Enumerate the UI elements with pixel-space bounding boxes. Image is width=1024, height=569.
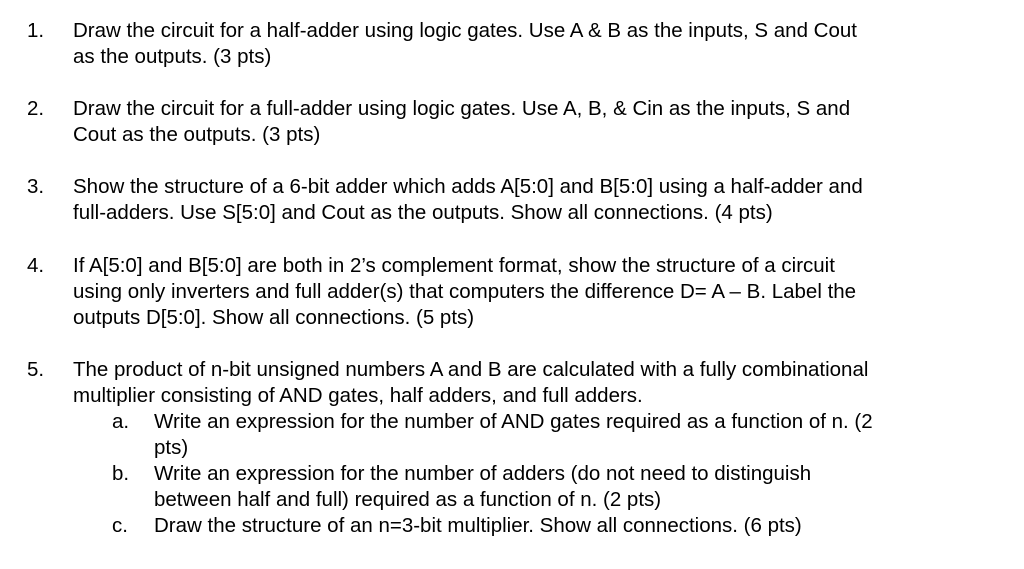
question-number: 4. [27,254,45,277]
question-text-line: multiplier consisting of AND gates, half adders, and full adders. [73,384,643,407]
subitem-text-line: pts) [154,436,189,459]
subitem-letter-b: b. [112,462,130,485]
question-text-line: full-adders. Use S[5:0] and Cout as the outputs. Show all connections. (4 pts) [73,201,773,224]
subitem-text-line: Write an expression for the number of adders (do not need to distinguish [154,462,812,485]
subitem-text-line: Write an expression for the number of AND gates required as a function of n. (2 [154,410,873,433]
question-text-line: Draw the circuit for a full-adder using logic gates. Use A, B, & Cin as the inputs, S and [73,97,851,120]
subitem-letter-c: c. [112,514,128,537]
question-text-line: as the outputs. (3 pts) [73,45,272,68]
question-text-line: Draw the circuit for a half-adder using logic gates. Use A & B as the inputs, S and Cout [73,19,857,42]
subitem-text-line: Draw the structure of an n=3-bit multiplier. Show all connections. (6 pts) [154,514,802,537]
question-number: 1. [27,19,45,42]
question-text-line: Show the structure of a 6-bit adder which adds A[5:0] and B[5:0] using a half-adder and [73,175,863,198]
question-number: 5. [27,358,45,381]
question-text-line: outputs D[5:0]. Show all connections. (5 pts) [73,306,475,329]
question-text-line: Cout as the outputs. (3 pts) [73,123,321,146]
question-text-line: using only inverters and full adder(s) that computers the difference D= A – B. Label the [73,280,857,303]
question-number: 2. [27,97,45,120]
question-number: 3. [27,175,45,198]
question-text-line: If A[5:0] and B[5:0] are both in 2’s complement format, show the structure of a circuit [73,254,835,277]
subitem-letter-a: a. [112,410,130,433]
subitem-text-line: between half and full) required as a function of n. (2 pts) [154,488,662,511]
question-text-line: The product of n-bit unsigned numbers A and B are calculated with a fully combinational [73,358,869,381]
